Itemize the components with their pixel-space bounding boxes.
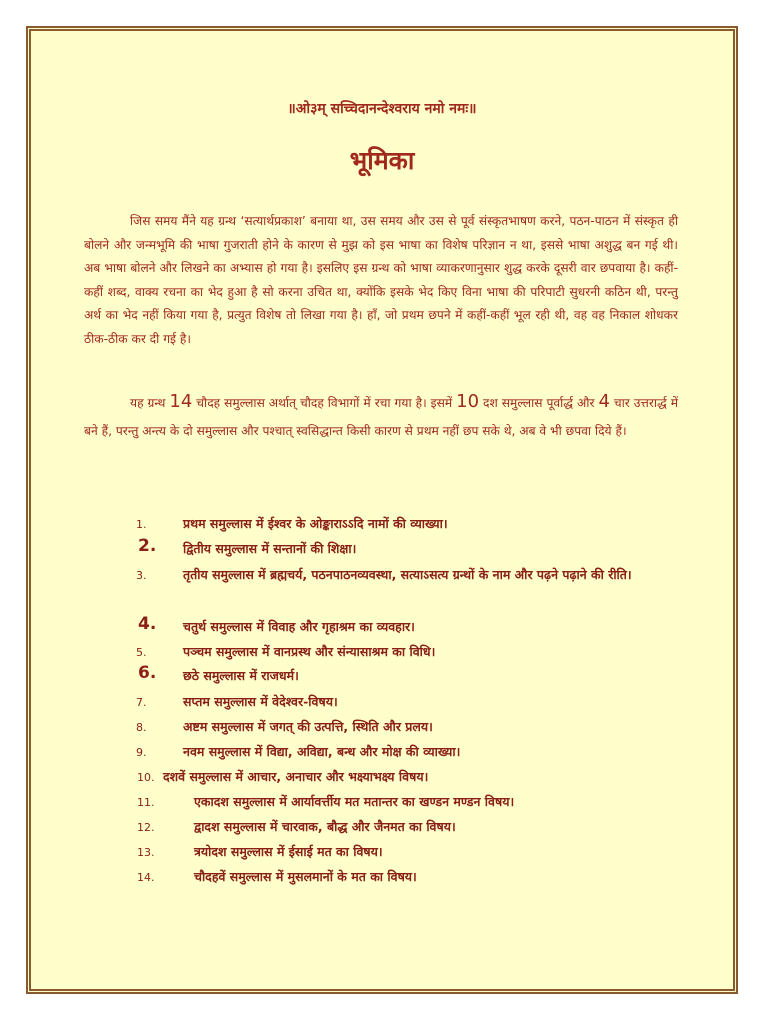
list-item-text: द्वादश समुल्लास में चारवाक, बौद्ध और जैनमत का विषय। [194, 819, 456, 834]
list-item-text: चौदहवें समुल्लास में मुसलमानों के मत का विषय। [194, 869, 417, 884]
list-item-number: 9. [136, 746, 147, 759]
number-four: 4 [598, 391, 610, 412]
list-item-number: 10. [137, 771, 155, 784]
list-item-text: नवम समुल्लास में विद्या, अविद्या, बन्ध और मोक्ष की व्याख्या। [183, 744, 461, 759]
list-item-text: दशवें समुल्लास में आचार, अनाचार और भक्ष्याभक्ष्य विषय। [163, 769, 429, 784]
list-item-text: पञ्चम समुल्लास में वानप्रस्थ और संन्यासाश्रम का विधि। [183, 644, 436, 659]
list-item-number: 14. [137, 871, 155, 884]
list-item-number: 3. [136, 569, 147, 582]
list-item-text: द्वितीय समुल्लास में सन्तानों की शिक्षा। [183, 541, 357, 556]
list-item-text: सप्तम समुल्लास में वेदेश्वर-विषय। [183, 694, 338, 709]
list-item-number: 8. [136, 721, 147, 734]
structure-text-3: दश समुल्लास पूर्वार्द्ध और [479, 396, 599, 410]
list-item-number: 12. [137, 821, 155, 834]
list-item-text: छठे समुल्लास में राजधर्म। [183, 668, 299, 683]
list-item-text: प्रथम समुल्लास में ईश्वर के ओङ्काराऽऽदि नामों की व्याख्या। [183, 516, 448, 531]
list-item-text: अष्टम समुल्लास में जगत् की उत्पत्ति, स्थिति और प्रलय। [183, 719, 433, 734]
list-item-number: 1. [136, 518, 147, 531]
intro-paragraph-text: जिस समय मैंने यह ग्रन्थ ‘सत्यार्थप्रकाश’ बनाया था, उस समय और उस से पूर्व संस्कृतभाषण करने, पठन-पाठन में संस्कृत ही बोलने और जन्मभूमि की भाषा गुजराती होने के कारण से मुझ को इस भाषा का विशेष परिज्ञान न था, इससे भाषा अशुद्ध बन गई थी। अब भाषा बोलने और लिखने का अभ्यास हो गया है। इसलिए इस ग्रन्थ को भाषा व्याकरणानुसार शुद्ध करके दूसरी वार छपवाया है। कहीं-कहीं शब्द, वाक्य रचना का भेद हुआ है सो करना उचित था, क्योंकि इसके भेद किए विना भाषा की परिपाटी सुधरनी कठिन थी, परन्तु अर्थ का भेद नहीं किया गया है, प्रत्युत विशेष तो लिखा गया है। हाँ, जो प्रथम छपने में कहीं-कहीं भूल रही थी, वह वह निकाल शोधकर ठीक-ठीक कर दी गई है। [84, 214, 678, 346]
intro-paragraph [84, 210, 678, 351]
list-item-number: 6. [138, 663, 157, 683]
page-title: भूमिका [349, 146, 415, 175]
list-item-number: 5. [136, 646, 147, 659]
list-item-number: 13. [137, 846, 155, 859]
structure-text-1: यह ग्रन्थ [130, 396, 170, 410]
structure-paragraph [84, 388, 678, 445]
structure-text-2: चौदह समुल्लास अर्थात् चौदह विभागों में रचा गया है। इसमें [192, 396, 457, 410]
list-item-number: 4. [138, 614, 157, 634]
list-item-number: 7. [136, 696, 147, 709]
list-item-number: 2. [138, 536, 157, 556]
list-item-text: तृतीय समुल्लास में ब्रह्मचर्य, पठनपाठनव्यवस्था, सत्याऽसत्य ग्रन्थों के नाम और पढ़ने पढ़ाने की रीति। [183, 567, 632, 582]
number-ten: 10 [456, 391, 480, 412]
list-item-text: चतुर्थ समुल्लास में विवाह और गृहाश्रम का व्यवहार। [183, 619, 415, 634]
list-item-text: त्रयोदश समुल्लास में ईसाई मत का विषय। [194, 844, 383, 859]
list-item-number: 11. [137, 796, 155, 809]
list-item-text: एकादश समुल्लास में आर्यावर्त्तीय मत मतान्तर का खण्डन मण्डन विषय। [194, 794, 515, 809]
invocation-heading: ॥ओ३म् सच्चिदानन्देश्वराय नमो नमः॥ [287, 101, 477, 117]
number-fourteen: 14 [169, 391, 193, 412]
structure-text-4: चार उत्तरार्द्ध में बने हैं, परन्तु अन्त्य के दो समुल्लास और पश्चात् स्वसिद्धान्त किसी कारण से प्रथम नहीं छप सके थे, अब वे भी छपवा दिये हैं। [84, 396, 678, 438]
page-frame [26, 26, 738, 994]
